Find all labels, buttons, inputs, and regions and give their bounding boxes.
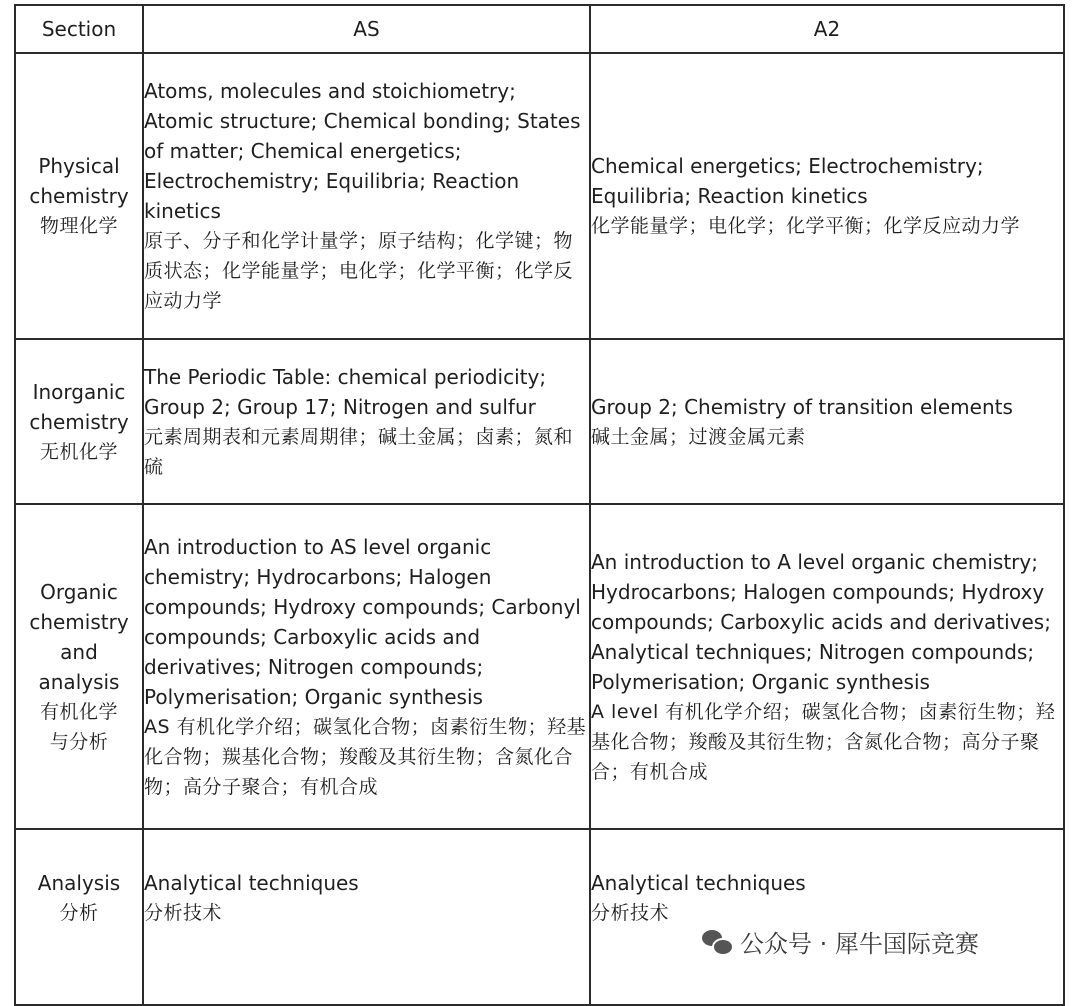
syllabus-table — [14, 4, 1065, 1006]
a2-cell — [590, 504, 1064, 829]
section-cell — [15, 829, 143, 1005]
a2-topics-cn: 碱土金属；过渡金属元素 — [591, 425, 806, 448]
header-a2: A2 — [590, 5, 1064, 53]
as-topics-cn: 原子、分子和化学计量学；原子结构；化学键；物质状态；化学能量学；电化学；化学平衡；化学反应动力学 — [144, 230, 574, 312]
section-label-cn: 物理化学 — [39, 215, 118, 237]
section-label-en: and — [60, 639, 98, 664]
section-cell — [15, 504, 143, 829]
a2-topics-en: Chemical energetics; Electrochemistry; Equilibria; Reaction kinetics — [591, 154, 984, 208]
section-label-cn: 有机化学与分析 — [39, 700, 118, 753]
a2-topics-cn: A level 有机化学介绍；碳氢化合物；卤素衍生物；羟基化合物；羧酸及其衍生物；含氮化合物；高分子聚合；有机合成 — [591, 700, 1056, 783]
as-topics-cn: AS 有机化学介绍；碳氢化合物；卤素衍生物；羟基化合物；羰基化合物；羧酸及其衍生物；含氮化合物；高分子聚合；有机合成 — [144, 715, 587, 798]
a2-cell — [590, 339, 1064, 504]
table-row — [15, 829, 1064, 1005]
section-cell — [15, 53, 143, 339]
section-label-en: chemistry — [29, 409, 129, 434]
a2-cell — [590, 829, 1064, 1005]
as-cell — [143, 504, 590, 829]
as-topics-cn: 分析技术 — [144, 902, 223, 924]
table-row — [15, 339, 1064, 504]
section-cell — [15, 339, 143, 504]
a2-topics-en: Analytical techniques — [591, 871, 806, 895]
table-row — [15, 53, 1064, 339]
section-label-cn: 无机化学 — [39, 440, 118, 463]
section-label-en: analysis — [38, 669, 120, 694]
section-label-en: chemistry — [29, 609, 129, 634]
as-topics-cn: 元素周期表和元素周期律；碱土金属；卤素；氮和硫 — [144, 425, 574, 478]
table-row — [15, 504, 1064, 829]
as-cell — [143, 829, 590, 1005]
section-label-en: chemistry — [29, 184, 129, 208]
a2-topics-en: Group 2; Chemistry of transition elements — [591, 394, 1013, 419]
section-label-en: Organic — [40, 579, 118, 604]
watermark-text: 公众号 · 犀牛国际竞赛 — [740, 930, 979, 958]
a2-cell — [590, 53, 1064, 339]
table-header-row — [15, 5, 1064, 53]
section-label-cn: 分析 — [59, 902, 99, 924]
as-topics-en: Atoms, molecules and stoichiometry; Atomic structure; Chemical bonding; States of matter; Chemical energetics; Electrochemistry; Equilibria; Reaction kinetics — [144, 79, 581, 223]
section-label-en: Physical — [38, 154, 120, 178]
as-cell — [143, 53, 590, 339]
section-label-en: Analysis — [37, 871, 121, 895]
as-topics-en: Analytical techniques — [144, 871, 359, 895]
wechat-icon — [702, 930, 732, 954]
a2-topics-en: An introduction to A level organic chemistry; Hydrocarbons; Halogen compounds; Hydroxy compounds; Carboxylic acids and derivatives; Analytical techniques; Nitrogen compounds; Polymerisation; Organic synthesis — [591, 549, 1051, 694]
header-as: AS — [143, 5, 590, 53]
as-cell — [143, 339, 590, 504]
header-section: Section — [15, 5, 143, 53]
a2-topics-cn: 分析技术 — [591, 902, 670, 924]
as-topics-en: An introduction to AS level organic chemistry; Hydrocarbons; Halogen compounds; Hydroxy compounds; Carbonyl compounds; Carboxylic acids and derivatives; Nitrogen compounds; Polymerisation; Organic synthesis — [144, 534, 581, 709]
a2-topics-cn: 化学能量学；电化学；化学平衡；化学反应动力学 — [591, 215, 1021, 237]
as-topics-en: The Periodic Table: chemical periodicity; Group 2; Group 17; Nitrogen and sulfur — [144, 364, 547, 419]
section-label-en: Inorganic — [32, 379, 126, 404]
watermark — [702, 924, 979, 959]
